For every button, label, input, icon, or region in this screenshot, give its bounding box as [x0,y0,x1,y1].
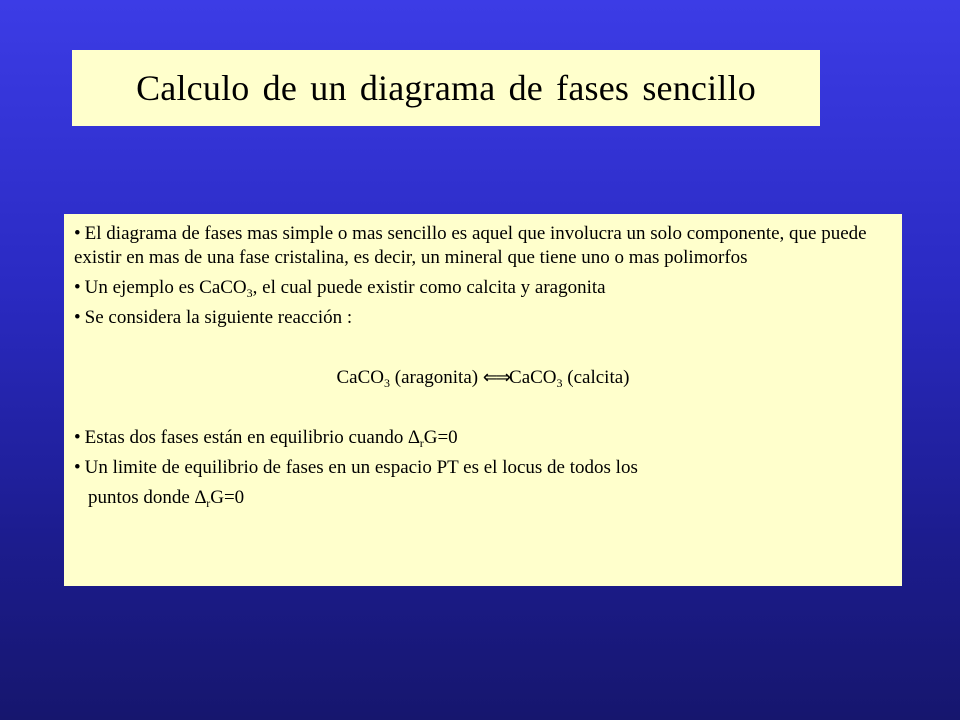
equation-right-pre: CaCO [509,367,557,388]
bullet-2-subscript: 3 [246,286,253,300]
equation-left-subscript: 3 [384,376,390,390]
bullet-marker: • [74,427,81,448]
bullet-5-cont-pre: puntos donde ∆ [88,487,207,508]
bullet-4-text-pre: Estas dos fases están en equilibrio cuando ∆ [84,427,420,448]
bullet-5-text: Un limite de equilibrio de fases en un espacio PT es el locus de todos los [84,457,638,478]
equation-right-subscript: 3 [556,376,563,390]
bullet-marker: • [74,277,81,298]
reaction-equation [74,366,892,390]
bullet-5-continuation [74,486,892,510]
bullet-5-cont-subscript: r [206,496,211,510]
bullet-5 [74,456,892,480]
bullet-2-text-post: , el cual puede existir como calcita y aragonita [252,277,606,298]
bullet-3 [74,306,892,330]
bullet-4-text-post: G=0 [423,427,458,448]
bullet-1-text: El diagrama de fases mas simple o mas sencillo es aquel que involucra un solo componente, que puede existir en mas de una fase cristalina, es decir, un mineral que tiene uno o mas polimorfos [74,223,867,268]
bullet-5-cont-post: G=0 [210,487,245,508]
bullet-4-subscript: r [419,436,424,450]
bullet-marker: • [74,457,81,478]
equation-right-post: (calcita) [562,367,630,388]
bullet-1 [74,222,892,270]
slide-title: Calculo de un diagrama de fases sencillo [136,68,756,108]
bullet-marker: • [74,307,81,328]
title-box [72,50,820,126]
equation-left-post: (aragonita) [390,367,483,388]
bullet-4 [74,426,892,450]
double-arrow-icon: ⇐⇒ [482,367,510,388]
bullet-3-text: Se considera la siguiente reacción : [84,307,353,328]
bullet-2 [74,276,892,300]
equation-left-pre: CaCO [336,367,384,388]
content-box [64,214,902,586]
bullet-marker: • [74,223,81,244]
bullet-2-text-pre: Un ejemplo es CaCO [84,277,247,298]
